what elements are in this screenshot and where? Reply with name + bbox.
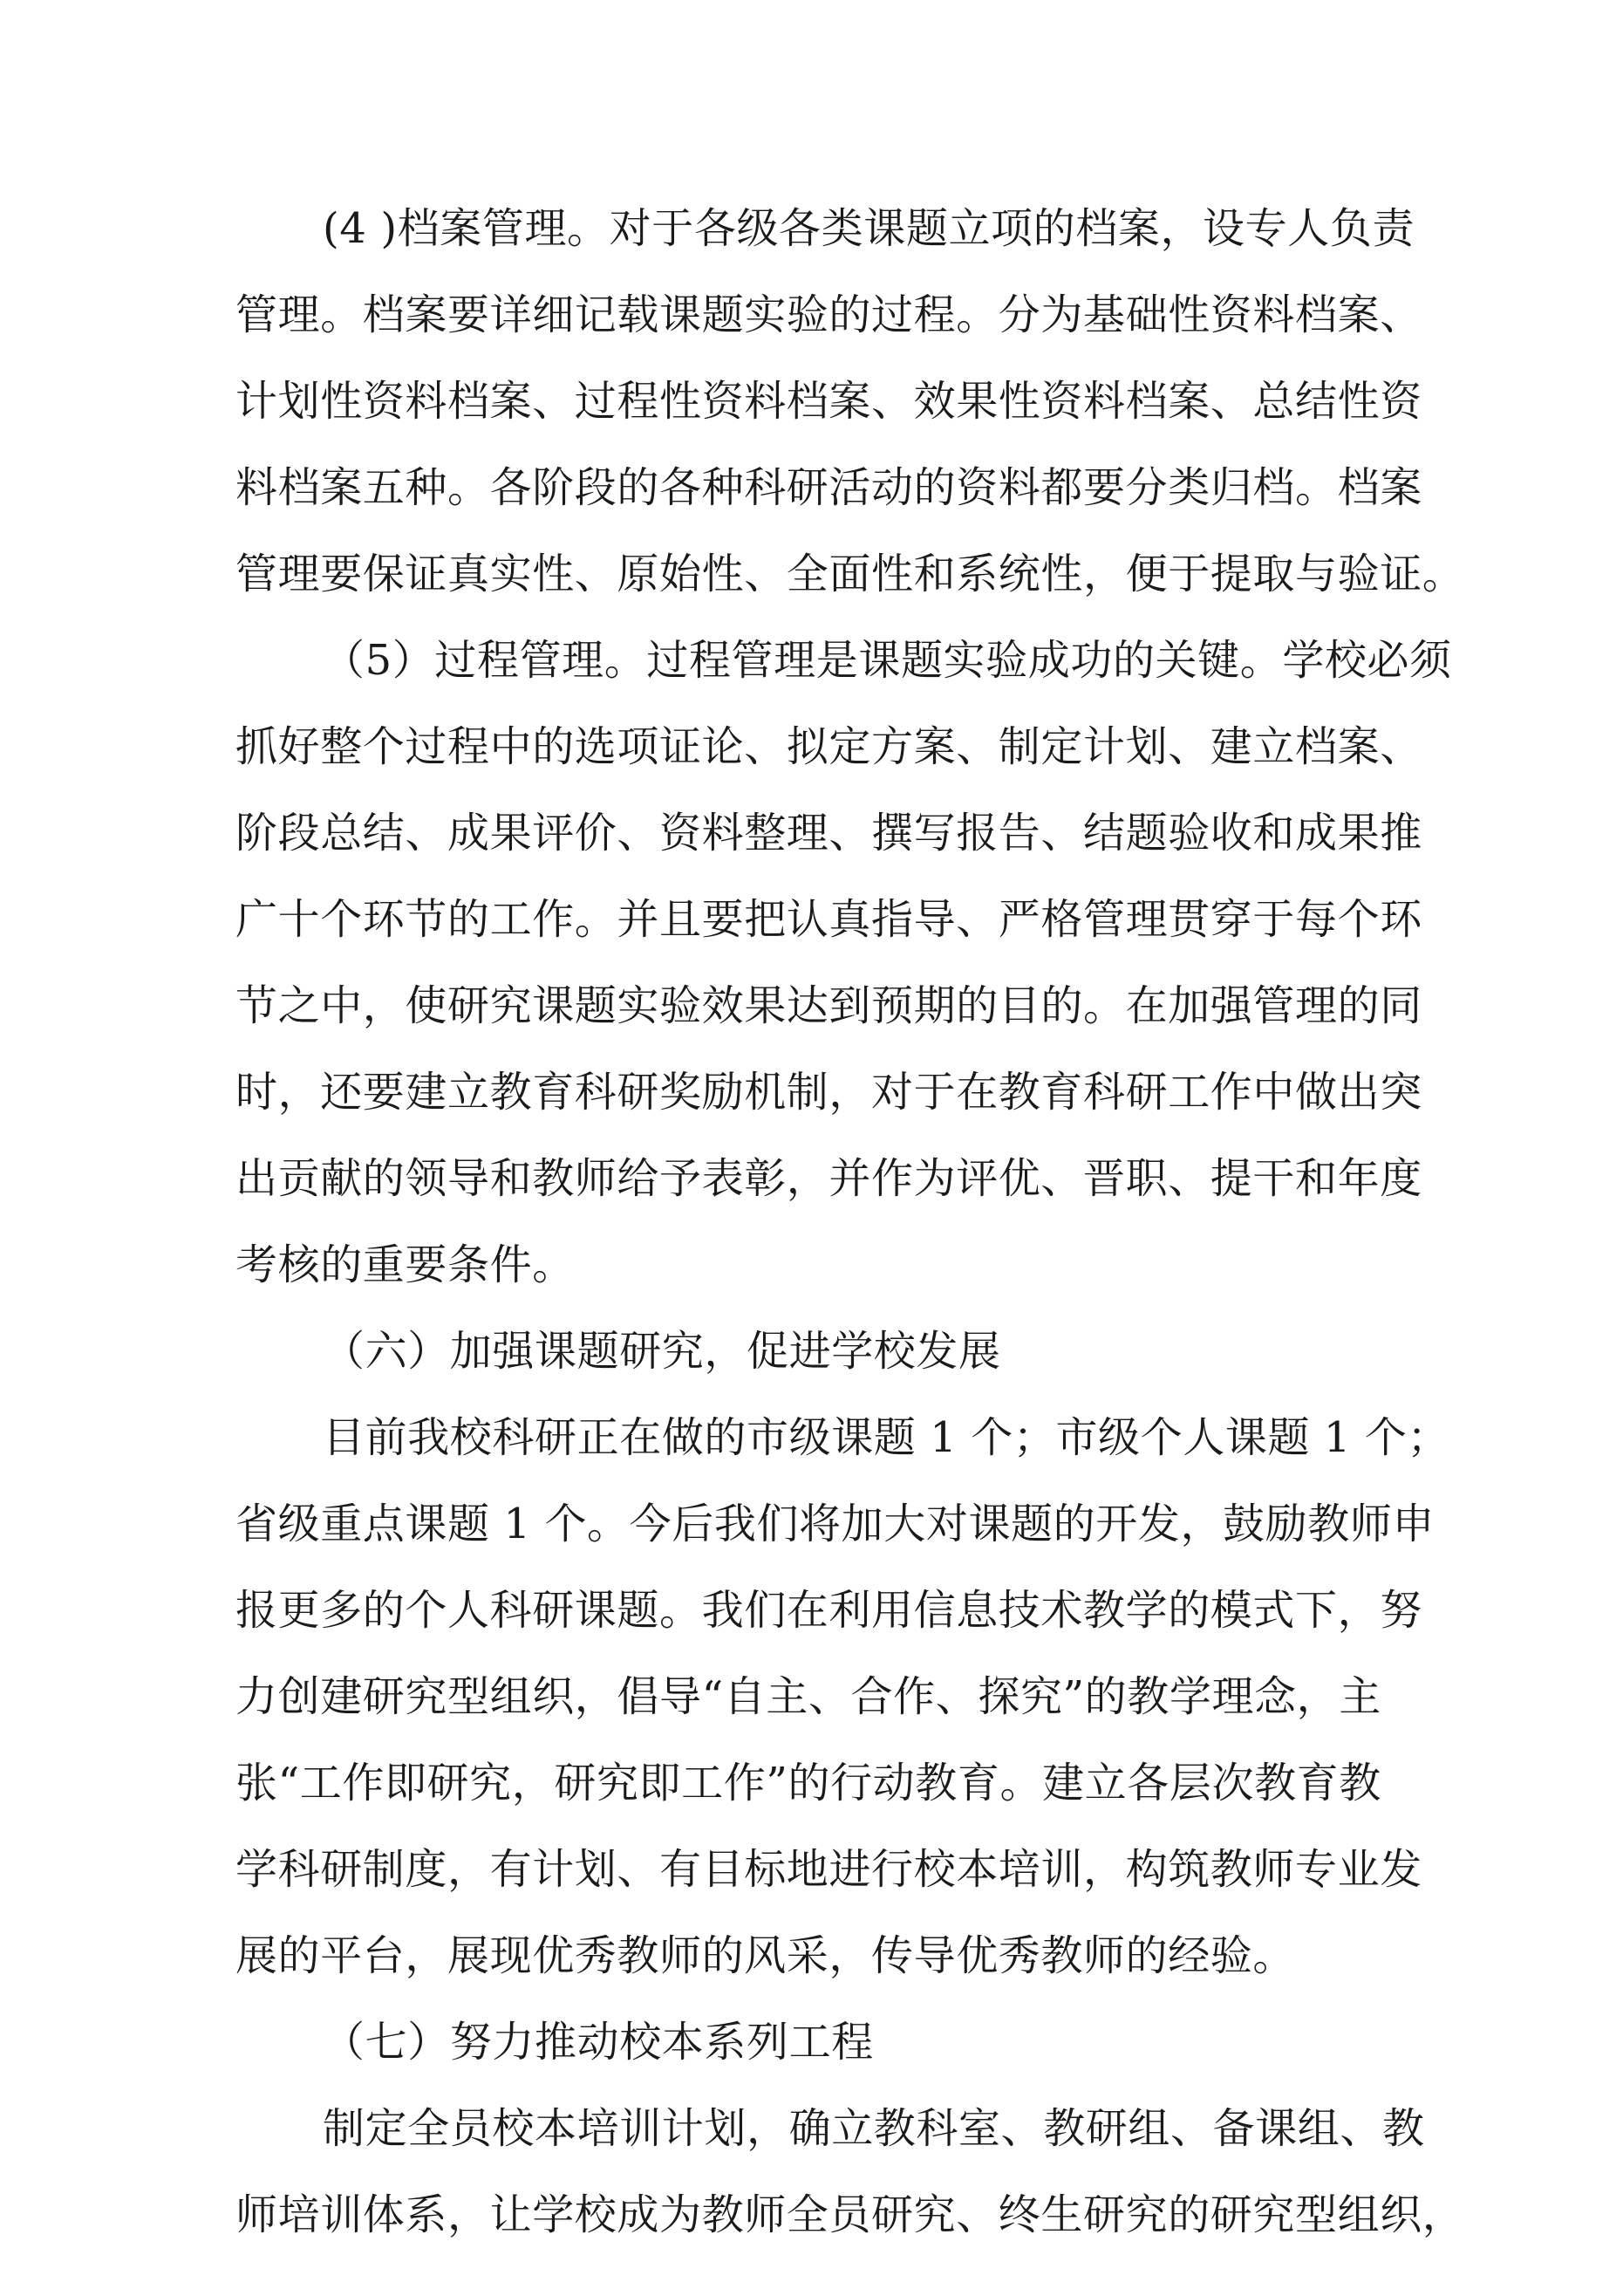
paragraph-6-line-1: 目前我校科研正在做的市级课题 1 个；市级个人课题 1 个；: [323, 1413, 1450, 1462]
section-heading-7: （七）努力推动校本系列工程: [323, 2018, 874, 2067]
paragraph-4-line-2: 管理。档案要详细记载课题实验的过程。分为基础性资料档案、: [235, 290, 1422, 339]
paragraph-6-line-3: 报更多的个人科研课题。我们在利用信息技术教学的模式下，努: [235, 1586, 1422, 1635]
paragraph-5-line-3: 阶段总结、成果评价、资料整理、撰写报告、结题验收和成果推: [235, 809, 1422, 858]
paragraph-5-line-8: 考核的重要条件。: [235, 1240, 575, 1289]
paragraph-5-line-7: 出贡献的领导和教师给予表彰，并作为评优、晋职、提干和年度: [235, 1154, 1422, 1203]
paragraph-6-line-6: 学科研制度，有计划、有目标地进行校本培训，构筑教师专业发: [235, 1845, 1422, 1894]
paragraph-7-line-2: 师培训体系，让学校成为教师全员研究、终生研究的研究型组织，: [235, 2190, 1465, 2239]
paragraph-5-line-6: 时，还要建立教育科研奖励机制，对于在教育科研工作中做出突: [235, 1068, 1422, 1117]
section-heading-6: （六）加强课题研究，促进学校发展: [323, 1327, 1001, 1376]
paragraph-5-line-5: 节之中，使研究课题实验效果达到预期的目的。在加强管理的同: [235, 981, 1422, 1030]
paragraph-6-line-4: 力创建研究型组织，倡导“自主、合作、探究”的教学理念，主: [235, 1672, 1381, 1721]
paragraph-5-line-4: 广十个环节的工作。并且要把认真指导、严格管理贯穿于每个环: [235, 895, 1422, 944]
paragraph-4-line-4: 料档案五种。各阶段的各种科研活动的资料都要分类归档。档案: [235, 463, 1422, 512]
paragraph-4-line-1: (4 )档案管理。对于各级各类课题立项的档案，设专人负责: [323, 204, 1415, 253]
paragraph-5-line-2: 抓好整个过程中的选项证论、拟定方案、制定计划、建立档案、: [235, 722, 1422, 771]
paragraph-5-line-1: （5）过程管理。过程管理是课题实验成功的关键。学校必须: [323, 636, 1452, 685]
paragraph-4-line-5: 管理要保证真实性、原始性、全面性和系统性，便于提取与验证。: [235, 550, 1465, 598]
paragraph-7-line-1: 制定全员校本培训计划，确立教科室、教研组、备课组、教: [323, 2104, 1425, 2153]
paragraph-6-line-7: 展的平台，展现优秀教师的风采，传导优秀教师的经验。: [235, 1931, 1296, 1980]
paragraph-4-line-3: 计划性资料档案、过程性资料档案、效果性资料档案、总结性资: [235, 377, 1422, 426]
paragraph-6-line-2: 省级重点课题 1 个。今后我们将加大对课题的开发，鼓励教师申: [235, 1500, 1435, 1548]
paragraph-6-line-5: 张“工作即研究，研究即工作”的行动教育。建立各层次教育教: [235, 1759, 1381, 1807]
